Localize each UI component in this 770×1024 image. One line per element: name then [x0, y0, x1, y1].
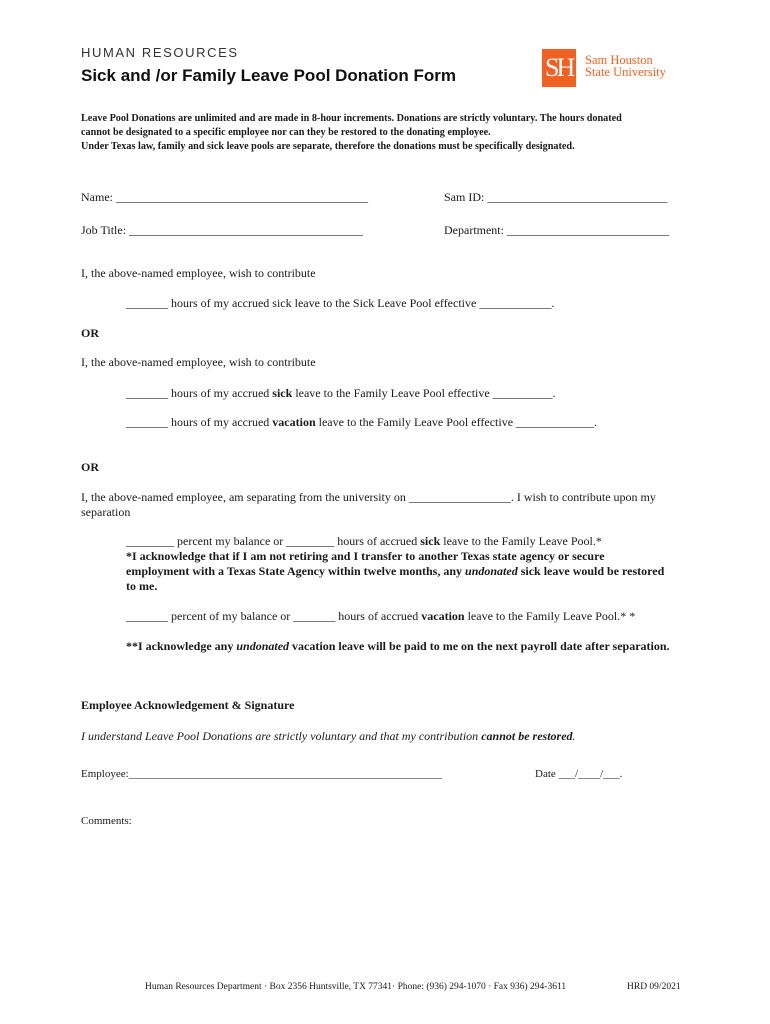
sick-acknowledgement: *I acknowledge that if I am not retiring and I transfer to another Texas state agency or secure employment with a Texas State Agency within twelve months, any undonated sick leave would be restored to me. [126, 549, 665, 593]
comments-label: Comments: [81, 815, 132, 827]
notice-line: Under Texas law, family and sick leave pools are separate, therefore the donations must be specifically designated. [81, 141, 575, 152]
notice-line: cannot be designated to a specific employee nor can they be restored to the donating employee. [81, 127, 491, 138]
date-field[interactable]: Date ___/____/___. [535, 768, 623, 780]
form-code: HRD 09/2021 [627, 982, 681, 992]
name-field[interactable]: Name: __________________________________________ [81, 190, 368, 204]
donation-notice [81, 112, 622, 154]
employee-signature-field[interactable]: Employee:_________________________________________________________ [81, 768, 443, 780]
department-label: HUMAN RESOURCES [81, 45, 239, 60]
section3-intro-line2: separation [81, 505, 131, 519]
vacation-acknowledgement: **I acknowledge any undonated vacation leave will be paid to me on the next payroll date after separation. [126, 639, 670, 653]
or-divider: OR [81, 460, 99, 474]
voluntary-statement: I understand Leave Pool Donations are strictly voluntary and that my contribution cannot be restored. [81, 729, 576, 743]
separation-sick-line[interactable]: ________ percent my balance or ________ hours of accrued sick leave to the Family Leave Pool.* [126, 534, 602, 548]
footer-address: Human Resources Department · Box 2356 Huntsville, TX 77341· Phone: (936) 294-1070 · Fax 936) 294-3611 [145, 982, 567, 992]
logo-mark: SH [542, 49, 576, 87]
sick-pool-line[interactable]: _______ hours of my accrued sick leave to the Sick Leave Pool effective ____________. [126, 296, 555, 310]
notice-line: Leave Pool Donations are unlimited and are made in 8-hour increments. Donations are strictly voluntary. The hours donated [81, 113, 622, 124]
section2-intro: I, the above-named employee, wish to contribute [81, 355, 316, 369]
family-sick-line[interactable]: _______ hours of my accrued sick leave to the Family Leave Pool effective __________. [126, 386, 556, 400]
signature-heading: Employee Acknowledgement & Signature [81, 698, 295, 712]
or-divider: OR [81, 326, 99, 340]
separation-vacation-line[interactable]: _______ percent of my balance or _______ hours of accrued vacation leave to the Family Leave Pool.* * [126, 609, 636, 623]
sam-id-field[interactable]: Sam ID: ______________________________ [444, 190, 668, 204]
department-field[interactable]: Department: ___________________________ [444, 223, 669, 237]
section1-intro: I, the above-named employee, wish to contribute [81, 266, 316, 280]
section3-intro-line1[interactable]: I, the above-named employee, am separating from the university on _________________. I wish to contribute upon my [81, 490, 656, 504]
job-title-field[interactable]: Job Title: _______________________________________ [81, 223, 364, 237]
form-title: Sick and /or Family Leave Pool Donation Form [81, 66, 457, 85]
university-logo [542, 49, 672, 89]
family-vacation-line[interactable]: _______ hours of my accrued vacation leave to the Family Leave Pool effective _____________. [126, 415, 598, 429]
logo-wordmark: Sam Houston State University [585, 53, 666, 79]
